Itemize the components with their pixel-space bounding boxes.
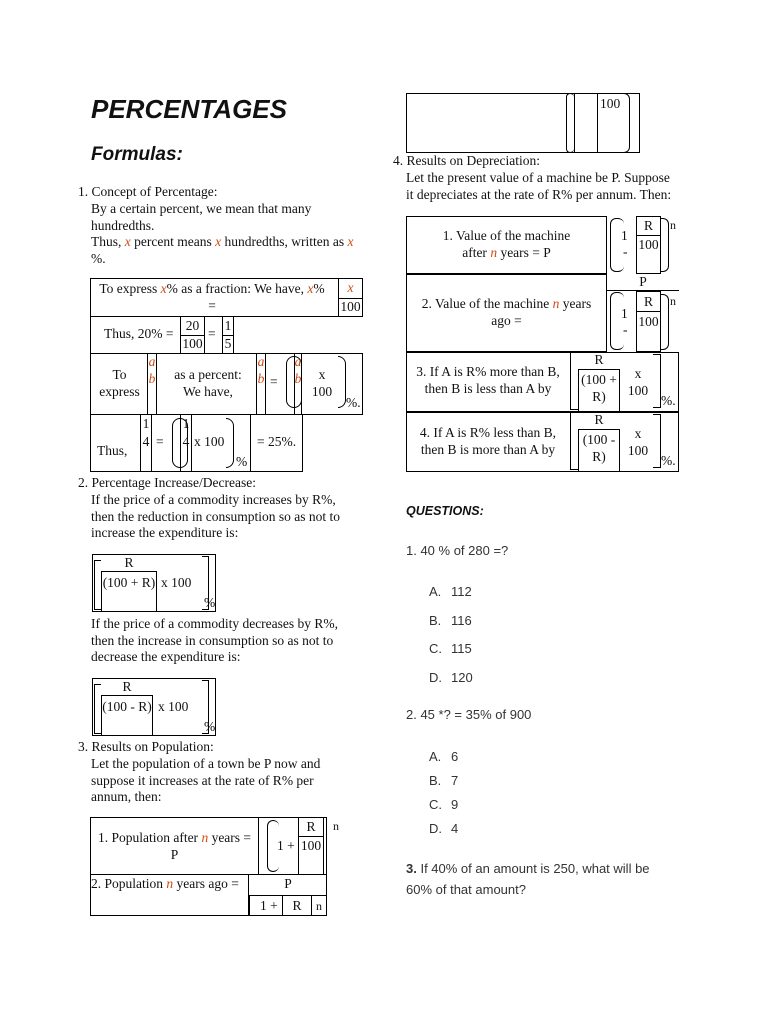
paren-right bbox=[226, 418, 234, 468]
minus: - bbox=[623, 322, 628, 337]
option-letter: D. bbox=[429, 669, 442, 685]
exponent-n: n bbox=[670, 218, 676, 232]
option-letter: C. bbox=[429, 641, 442, 656]
continued-100: 100 bbox=[600, 96, 621, 111]
as-percent-label: as a percent: We have, bbox=[174, 367, 242, 399]
r-denominator: 100 bbox=[638, 314, 659, 329]
one-plus: 1 + bbox=[260, 898, 278, 913]
r-denominator: 100 bbox=[638, 237, 659, 252]
fraction-denominator: 100 bbox=[340, 299, 361, 314]
depreciation-ago-numerator: P bbox=[639, 274, 647, 289]
answer-option bbox=[429, 821, 458, 836]
percent-sign: %. bbox=[661, 393, 676, 408]
section-3-heading: 3. Results on Population: bbox=[78, 739, 214, 754]
twenty-numerator: 20 bbox=[185, 318, 200, 333]
answer-option bbox=[429, 613, 472, 628]
one-plus: 1 + bbox=[277, 838, 295, 853]
percent-sign: %. bbox=[661, 453, 676, 468]
times-100: x 100 bbox=[627, 366, 649, 398]
fraction-bar bbox=[299, 836, 323, 837]
quarter-numerator: 1 bbox=[142, 416, 150, 431]
bracket-right bbox=[653, 354, 661, 408]
answer-option bbox=[429, 670, 473, 685]
section-1-text: By a certain percent, we mean that many hundredths. Thus, x percent means x hundredths, written as x %. bbox=[91, 201, 354, 266]
section-1-heading: 1. Concept of Percentage: bbox=[78, 184, 218, 199]
bracket-left bbox=[94, 560, 101, 610]
bracket-left bbox=[570, 352, 578, 410]
twenty-percent-label: Thus, 20% = bbox=[104, 326, 174, 341]
population-after-label: 1. Population after n years = P bbox=[97, 830, 252, 862]
option-letter: B. bbox=[429, 612, 442, 628]
answer-option bbox=[429, 797, 458, 812]
minus: - bbox=[623, 244, 628, 259]
exponent-n: n bbox=[333, 819, 339, 833]
bracket-right bbox=[653, 414, 661, 468]
option-letter: A. bbox=[429, 584, 442, 599]
population-ago-numerator: P bbox=[284, 876, 292, 891]
fraction-a: a bbox=[148, 354, 156, 369]
option-value: 112 bbox=[451, 584, 472, 599]
equals-sign: = bbox=[208, 326, 216, 341]
less-than-label: 4. If A is R% less than B, then B is more than A by bbox=[419, 425, 557, 457]
question-1: 1. 40 % of 280 =? bbox=[406, 543, 509, 558]
fraction-b: b bbox=[148, 371, 156, 386]
option-value: 4 bbox=[451, 821, 459, 836]
paren-right bbox=[661, 294, 669, 350]
population-ago-label: 2. Population n years ago = bbox=[91, 876, 239, 891]
quarter-denominator: 4 bbox=[142, 434, 150, 449]
one-fifth-numerator: 1 bbox=[224, 318, 232, 333]
formulas-heading: Formulas: bbox=[91, 144, 183, 165]
increase-numerator: R bbox=[124, 555, 134, 570]
percent-sign: % bbox=[204, 719, 216, 734]
r-numerator: R bbox=[643, 294, 653, 309]
option-letter: B. bbox=[429, 773, 442, 788]
thus-label: Thus, bbox=[97, 443, 128, 458]
section-3-text: Let the population of a town be P now and suppose it increases at the rate of R% per annum, then: bbox=[91, 756, 321, 804]
equals-sign: = bbox=[156, 434, 164, 449]
times-100: x 100 bbox=[311, 367, 333, 399]
option-letter: C. bbox=[429, 797, 442, 812]
percent-sign: % bbox=[204, 595, 216, 610]
less-than-numerator: R bbox=[594, 412, 604, 427]
option-value: 9 bbox=[451, 797, 459, 812]
cell-divider bbox=[258, 817, 259, 875]
times-100: x 100 bbox=[158, 699, 189, 714]
quarter-numerator: 1 bbox=[182, 416, 190, 431]
answer-option bbox=[429, 773, 458, 788]
paren-right bbox=[661, 218, 669, 272]
question-2: 2. 45 *? = 35% of 900 bbox=[406, 707, 532, 722]
option-letter: D. bbox=[429, 821, 442, 836]
decrease-numerator: R bbox=[122, 679, 132, 694]
section-2-heading: 2. Percentage Increase/Decrease: bbox=[78, 475, 257, 490]
option-letter: A. bbox=[429, 749, 442, 764]
section-4-heading: 4. Results on Depreciation: bbox=[393, 153, 540, 168]
paren-left bbox=[566, 93, 574, 153]
option-value: 7 bbox=[451, 773, 459, 788]
times-100: x 100 bbox=[627, 426, 649, 458]
more-than-label: 3. If A is R% more than B, then B is less than A by bbox=[416, 364, 560, 396]
cell-divider bbox=[250, 414, 251, 472]
percent-sign: %. bbox=[346, 395, 361, 410]
fraction-a: a bbox=[294, 354, 302, 369]
questions-heading: QUESTIONS: bbox=[406, 504, 484, 518]
option-value: 115 bbox=[451, 641, 472, 656]
fraction-formula-text: To express x% as a fraction: We have, x% = bbox=[99, 281, 325, 313]
less-than-denominator: (100 - R) bbox=[582, 432, 616, 464]
one: 1 bbox=[621, 228, 628, 243]
r-denominator: 100 bbox=[300, 838, 322, 853]
question-3: 3. If 40% of an amount is 250, what will be 60% of that amount? bbox=[406, 861, 650, 897]
fraction-b: b bbox=[294, 371, 302, 386]
result-25: = 25%. bbox=[257, 434, 297, 449]
answer-option bbox=[429, 749, 458, 764]
exponent-n: n bbox=[670, 294, 676, 308]
quarter-denominator: 4 bbox=[182, 434, 190, 449]
section-2-text-1: If the price of a commodity increases by R%, then the reduction in consumption so as not to increase the expenditure is: bbox=[91, 492, 340, 540]
paren-left bbox=[610, 218, 624, 272]
one: 1 bbox=[621, 306, 628, 321]
twenty-denominator: 100 bbox=[182, 336, 203, 351]
bracket-left bbox=[94, 684, 101, 734]
option-value: 6 bbox=[451, 749, 459, 764]
section-4-text: Let the present value of a machine be P. Suppose it depreciates at the rate of R% per annum. Then: bbox=[406, 170, 672, 202]
continued-cell bbox=[574, 93, 598, 153]
option-value: 120 bbox=[451, 669, 473, 685]
paren-right bbox=[338, 356, 346, 408]
one-fifth-denominator: 5 bbox=[224, 336, 232, 351]
fraction-numerator: x bbox=[347, 280, 354, 295]
answer-option bbox=[429, 641, 472, 656]
option-value: 116 bbox=[451, 612, 472, 628]
section-2-text-2: If the price of a commodity decreases by R%, then the increase in consumption so as not to decrease the expenditure is: bbox=[91, 616, 339, 664]
bracket-left bbox=[570, 412, 578, 470]
exponent-n: n bbox=[316, 899, 322, 913]
percent-sign: % bbox=[236, 454, 248, 469]
depreciation-value-label: 1. Value of the machine after n years = P bbox=[442, 228, 571, 260]
fraction-bar bbox=[637, 235, 660, 236]
more-than-denominator: (100 + R) bbox=[581, 372, 617, 404]
page-title: PERCENTAGES bbox=[91, 94, 287, 124]
times-100: x 100 bbox=[194, 434, 225, 449]
decrease-denominator: (100 - R) bbox=[102, 699, 152, 714]
r-symbol: R bbox=[292, 898, 302, 913]
fraction-b: b bbox=[257, 371, 265, 386]
equals-sign: = bbox=[270, 374, 278, 389]
times-100: x 100 bbox=[161, 575, 192, 590]
fraction-bar bbox=[637, 311, 660, 312]
increase-denominator: (100 + R) bbox=[102, 575, 156, 590]
paren-right bbox=[622, 93, 630, 153]
depreciation-ago-label: 2. Value of the machine n years ago = bbox=[421, 296, 592, 328]
to-express-label: To express bbox=[99, 367, 140, 399]
fraction-a: a bbox=[257, 354, 265, 369]
answer-option bbox=[429, 584, 472, 599]
more-than-numerator: R bbox=[594, 352, 604, 367]
r-numerator: R bbox=[643, 218, 653, 233]
r-numerator: R bbox=[306, 819, 316, 834]
